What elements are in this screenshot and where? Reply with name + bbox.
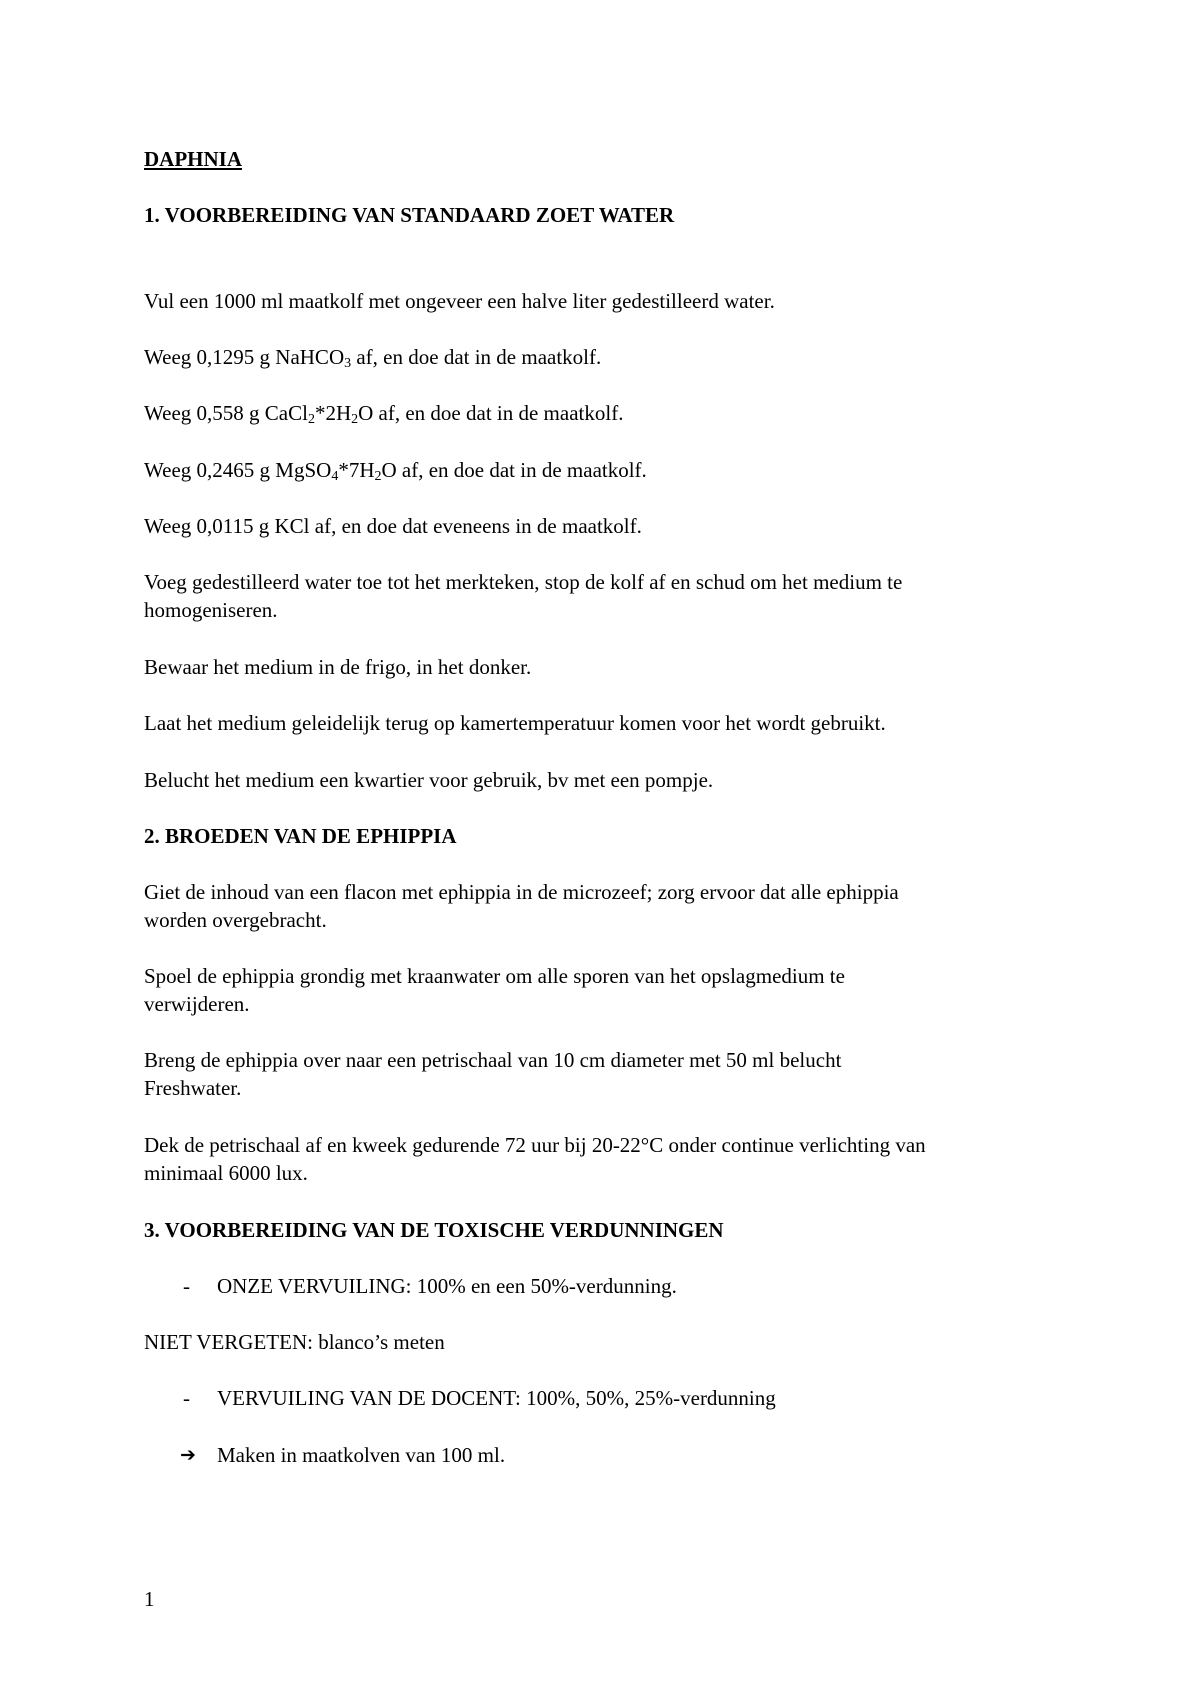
section-1-heading: 1. VOORBEREIDING VAN STANDAARD ZOET WATER [144,203,675,227]
bullet-dash: - [183,1274,190,1298]
paragraph: Breng de ephippia over naar een petrischaal van 10 cm diameter met 50 ml belucht Freshwater. [144,1048,842,1100]
paragraph: Voeg gedestilleerd water toe tot het merkteken, stop de kolf af en schud om het medium te homogeniseren. [144,570,903,622]
document-title: DAPHNIA [144,147,242,171]
paragraph: Laat het medium geleidelijk terug op kamertemperatuur komen voor het wordt gebruikt. [144,711,886,735]
bullet-dash: - [183,1386,190,1410]
section-3-heading: 3. VOORBEREIDING VAN DE TOXISCHE VERDUNNINGEN [144,1218,724,1242]
arrow-right-icon: ➔ [180,1444,196,1466]
section-2-heading: 2. BROEDEN VAN DE EPHIPPIA [144,824,457,848]
paragraph: Weeg 0,2465 g $MgSO_4*7H_2O$ af, en doe dat in de maatkolf. [144,458,647,484]
paragraph: NIET VERGETEN: blanco’s meten [144,1330,445,1354]
paragraph: Dek de petrischaal af en kweek gedurende 72 uur bij 20-22°C onder continue verlichting van minimaal 6000 lux. [144,1133,926,1185]
paragraph: Belucht het medium een kwartier voor gebruik, bv met een pompje. [144,768,714,792]
list-item: Maken in maatkolven van 100 ml. [217,1443,506,1467]
page-number: 1 [144,1587,155,1611]
paragraph: Vul een 1000 ml maatkolf met ongeveer een halve liter gedestilleerd water. [144,289,775,313]
list-item: VERVUILING VAN DE DOCENT: 100%, 50%, 25%-verdunning [217,1386,776,1410]
paragraph: Weeg 0,0115 g KCl af, en doe dat eveneens in de maatkolf. [144,514,642,538]
paragraph: Weeg 0,1295 g NaHCO$_3$ af, en doe dat in de maatkolf. [144,345,602,371]
paragraph: Spoel de ephippia grondig met kraanwater om alle sporen van het opslagmedium te verwijderen. [144,964,845,1016]
paragraph: Bewaar het medium in de frigo, in het donker. [144,655,532,679]
list-item: ONZE VERVUILING: 100% en een 50%-verdunning. [217,1274,677,1298]
paragraph: Weeg 0,558 g $CaCl_2*2H_2O$ af, en doe dat in de maatkolf. [144,401,624,427]
paragraph: Giet de inhoud van een flacon met ephippia in de microzeef; zorg ervoor dat alle ephippia worden overgebracht. [144,880,899,932]
